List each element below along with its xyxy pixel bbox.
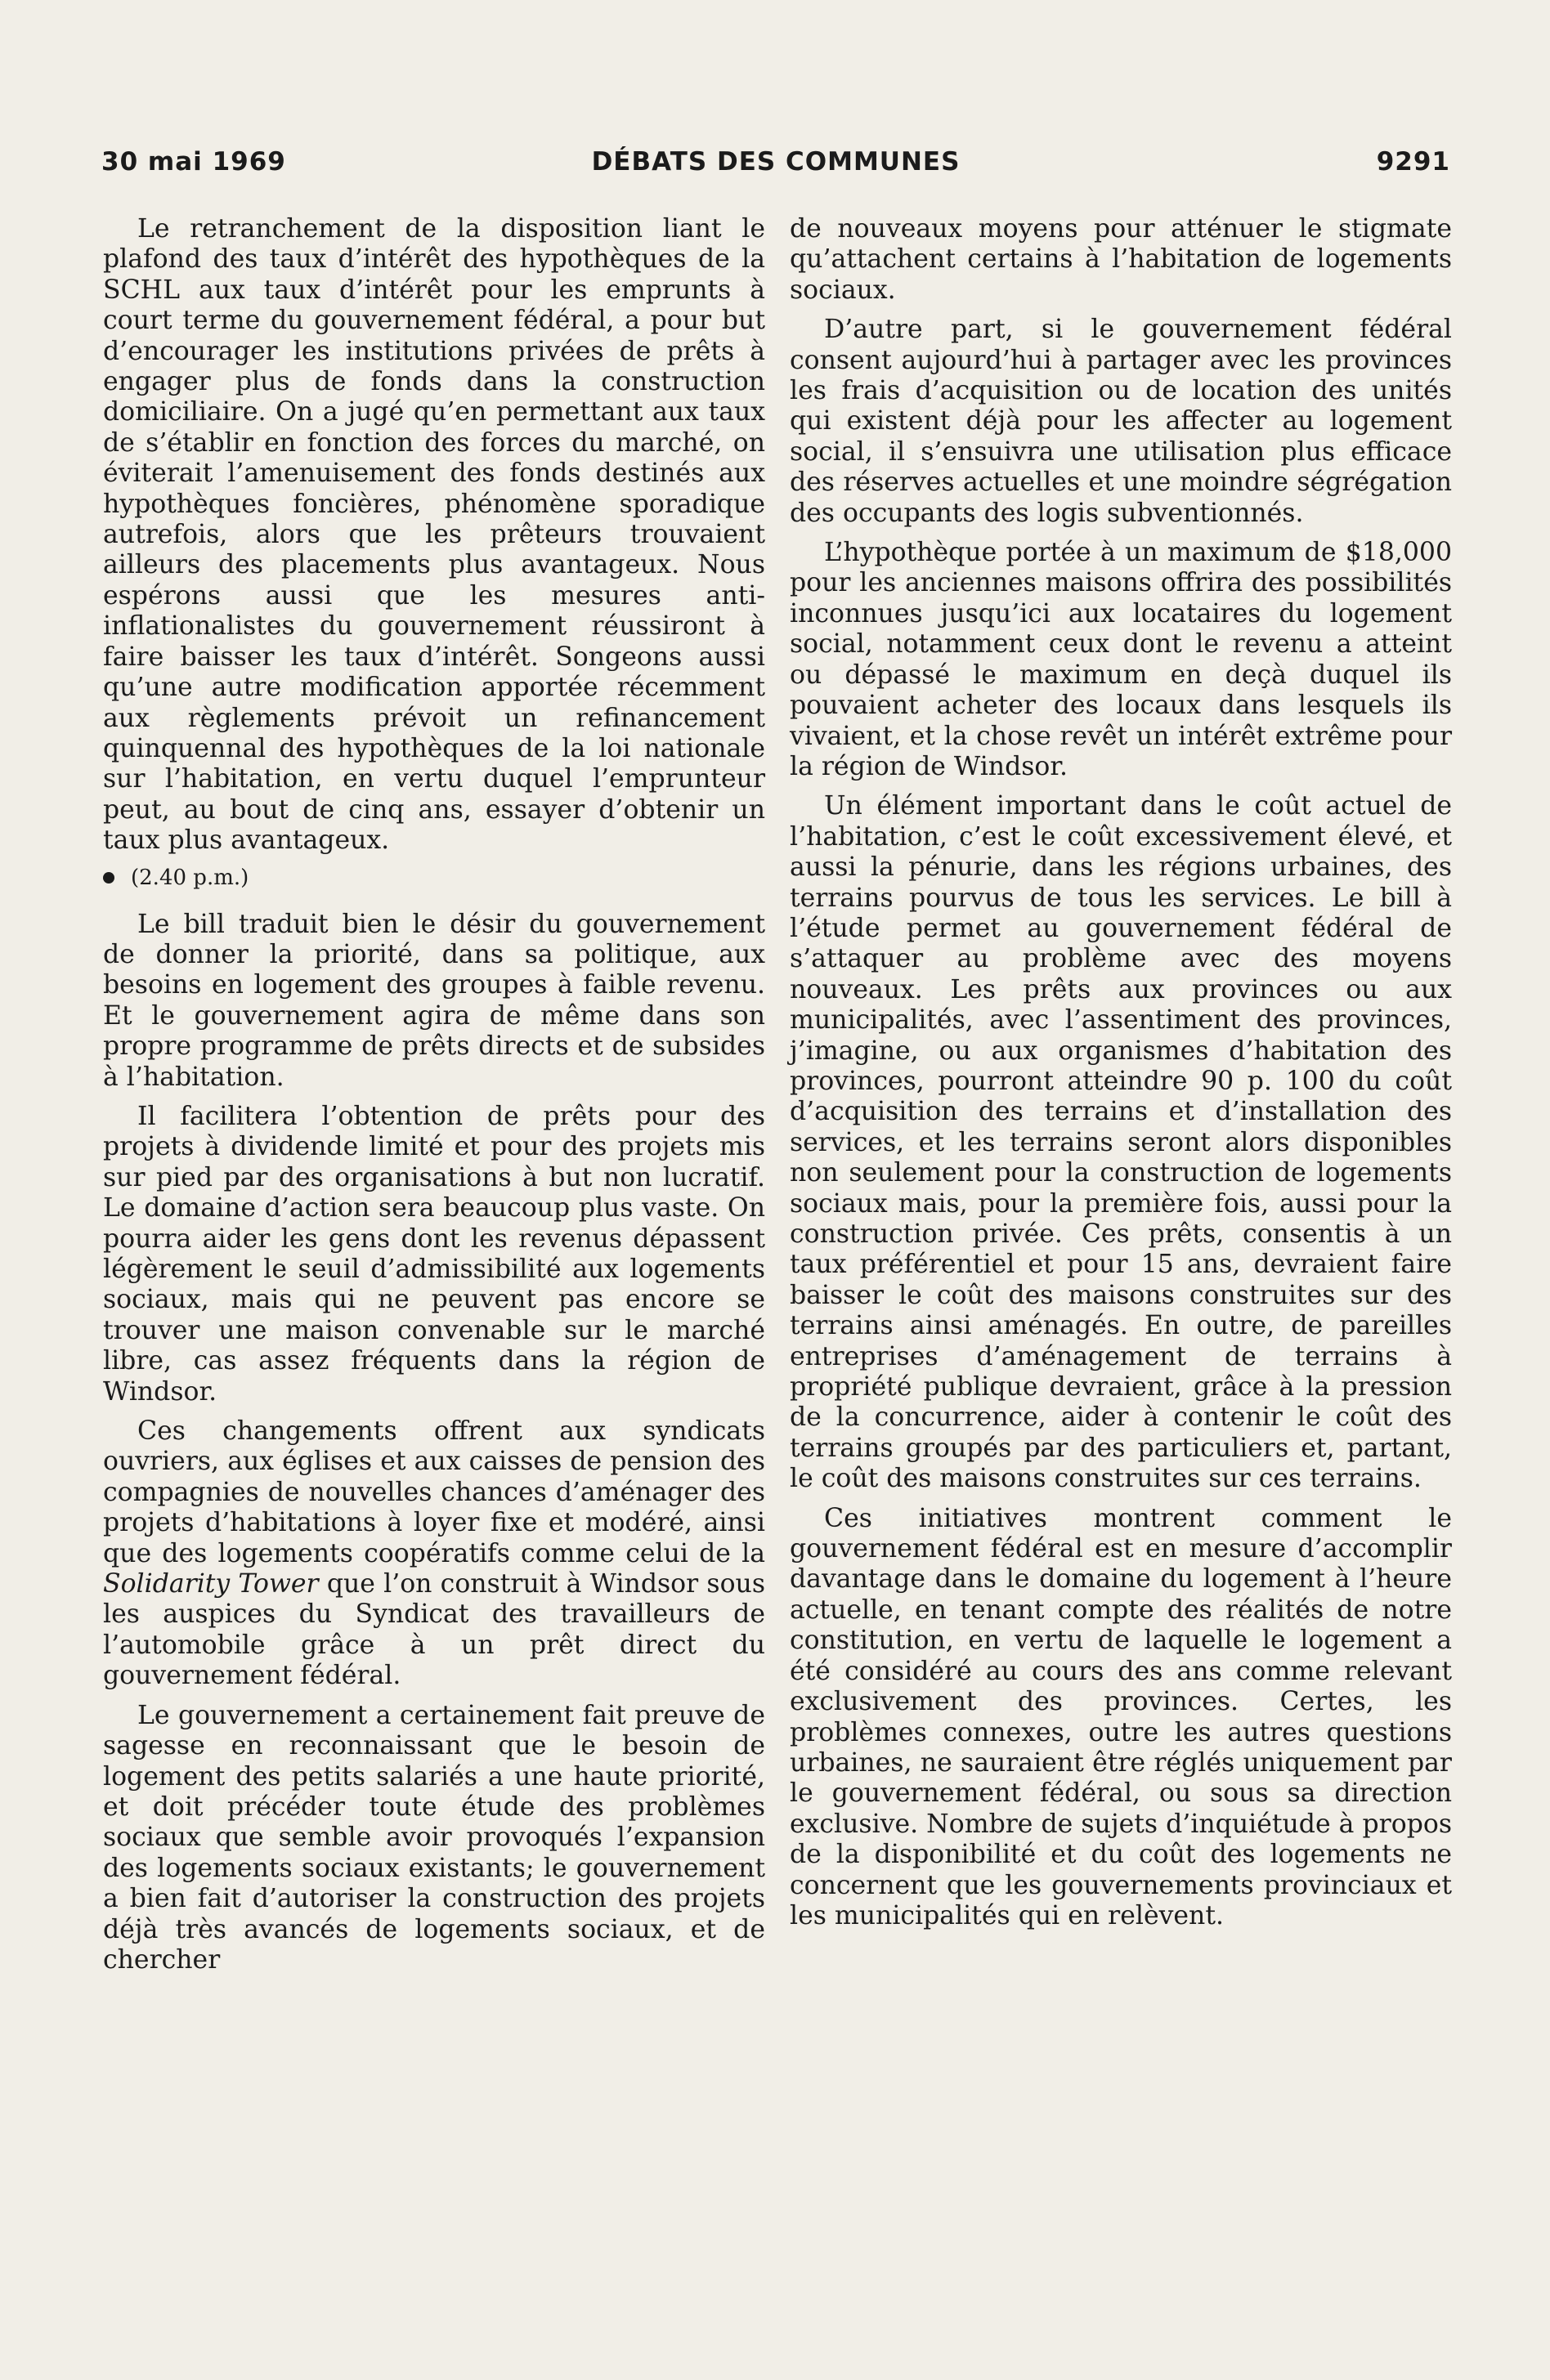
right-paragraph-5: Ces initiatives montrent comment le gouvernement fédéral est en mesure d’accomplir davantage dans le domaine du logement à l’heure actuelle, en tenant compte des réalités de notre constitution, en vertu de laquelle le logement a été considéré au cours des ans comme relevant exclusivement des provinces. Certes, les problèmes connexes, outre les autres questions urbaines, ne sauraient être réglés uniquement par le gouvernement fédéral, ou sous sa direction exclusive. Nombre de sujets d’inquiétude à propos de la disponibilité et du coût des logements ne concernent que les gouvernements provinciaux et les municipalités qui en relèvent. [790, 1503, 1452, 1930]
page-number: 9291 [1376, 147, 1450, 177]
timestamp [103, 866, 765, 890]
left-column [103, 214, 765, 1984]
right-paragraph-1: de nouveaux moyens pour atténuer le stigmate qu’attachent certains à l’habitation de logements sociaux. [790, 214, 1452, 305]
right-column [790, 214, 1452, 1940]
header-date: 30 mai 1969 [101, 147, 286, 177]
running-head [101, 147, 1450, 188]
header-title: DÉBATS DES COMMUNES [591, 147, 961, 177]
timestamp-text: (2.40 p.m.) [131, 865, 249, 890]
left-paragraph-1: Le retranchement de la disposition liant le plafond des taux d’intérêt des hypothèques de la SCHL aux taux d’intérêt pour les emprunts à court terme du gouvernement fédéral, a pour but d’encourager les institutions privées de prêts à engager plus de fonds dans la construction domiciliaire. On a jugé qu’en permettant aux taux de s’établir en fonction des forces du marché, on éviterait l’amenuisement des fonds destinés aux hypothèques foncières, phénomène sporadique autrefois, alors que les prêteurs trouvaient ailleurs des placements plus avantageux. Nous espérons aussi que les mesures anti-inflationalistes du gouvernement réussiront à faire baisser les taux d’intérêt. Songeons aussi qu’une autre modification apportée récemment aux règlements prévoit un refinancement quinquennal des hypothèques de la loi nationale sur l’habitation, en vertu duquel l’emprunteur peut, au bout de cinq ans, essayer d’obtenir un taux plus avantageux. [103, 214, 765, 856]
p4-text-after: que l’on construit à Windsor sous les auspices du Syndicat des travailleurs de l’automobile grâce à un prêt direct du gouvernement fédéral. [103, 1569, 765, 1691]
p4-italic-name: Solidarity Tower [103, 1569, 319, 1599]
left-paragraph-5: Le gouvernement a certainement fait preuve de sagesse en reconnaissant que le besoin de logement des petits salariés a une haute priorité, et doit précéder toute étude des problèmes sociaux que semble avoir provoqués l’expansion des logements sociaux existants; le gouvernement a bien fait d’autoriser la construction des projets déjà très avancés de logements sociaux, et de chercher [103, 1700, 765, 1975]
left-paragraph-3: Il facilitera l’obtention de prêts pour des projets à dividende limité et pour des projets mis sur pied par des organisations à but non lucratif. Le domaine d’action sera beaucoup plus vaste. On pourra aider les gens dont les revenus dépassent légèrement le seuil d’admissibilité aux logements sociaux, mais qui ne peuvent pas encore se trouver une maison convenable sur le marché libre, cas assez fréquents dans la région de Windsor. [103, 1101, 765, 1407]
right-paragraph-2: D’autre part, si le gouvernement fédéral consent aujourd’hui à partager avec les provinces les frais d’acquisition ou de location des unités qui existent déjà pour les affecter au logement social, il s’ensuivra une utilisation plus efficace des réserves actuelles et une moindre ségrégation des occupants des logis subventionnés. [790, 315, 1452, 528]
bullet-icon [103, 872, 114, 884]
left-paragraph-2: Le bill traduit bien le désir du gouvernement de donner la priorité, dans sa politique, aux besoins en logement des groupes à faible revenu. Et le gouvernement agira de même dans son propre programme de prêts directs et de subsides à l’habitation. [103, 909, 765, 1092]
p4-text-before: Ces changements offrent aux syndicats ouvriers, aux églises et aux caisses de pension des compagnies de nouvelles chances d’aménager des projets d’habitations à loyer fixe et modéré, ainsi que des logements coopératifs comme celui de la [103, 1416, 765, 1568]
right-paragraph-3: L’hypothèque portée à un maximum de $18,000 pour les anciennes maisons offrira des possibilités inconnues jusqu’ici aux locataires du logement social, notamment ceux dont le revenu a atteint ou dépassé le maximum en deçà duquel ils pouvaient acheter des locaux dans lesquels ils vivaient, et la chose revêt un intérêt extrême pour la région de Windsor. [790, 538, 1452, 781]
right-paragraph-4: Un élément important dans le coût actuel de l’habitation, c’est le coût excessivement élevé, et aussi la pénurie, dans les régions urbaines, des terrains pourvus de tous les services. Le bill à l’étude permet au gouvernement fédéral de s’attaquer au problème avec des moyens nouveaux. Les prêts aux provinces ou aux municipalités, avec l’assentiment des provinces, j’imagine, ou aux organismes d’habitation des provinces, pourront atteindre 90 p. 100 du coût d’acquisition des terrains et d’installation des services, et les terrains seront alors disponibles non seulement pour la construction de logements sociaux mais, pour la première fois, aussi pour la construction privée. Ces prêts, consentis à un taux préférentiel et pour 15 ans, devraient faire baisser le coût des maisons construites sur des terrains ainsi aménagés. En outre, de pareilles entreprises d’aménagement de terrains à propriété publique devraient, grâce à la pression de la concurrence, aider à contenir le coût des terrains groupés par des particuliers et, partant, le coût des maisons construites sur ces terrains. [790, 791, 1452, 1494]
left-paragraph-4 [103, 1416, 765, 1692]
